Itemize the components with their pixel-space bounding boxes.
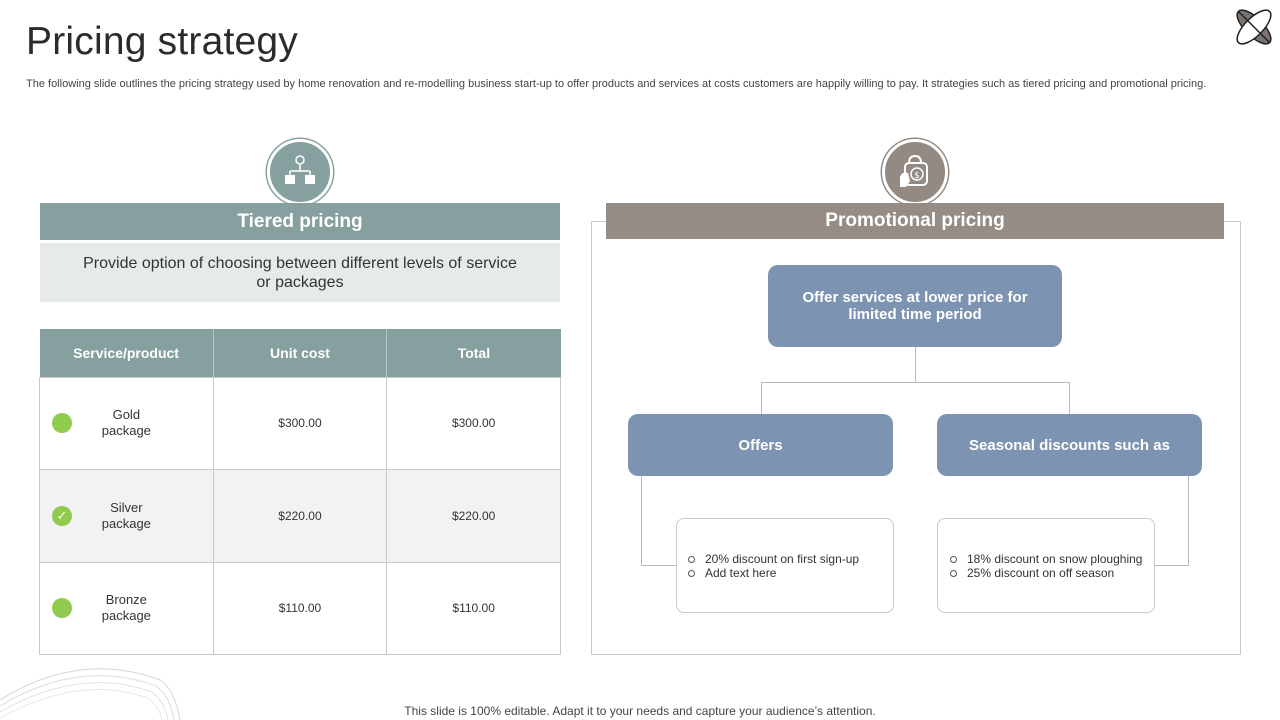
table-row bbox=[40, 470, 561, 563]
offers-detail-card bbox=[676, 518, 894, 613]
list-item: 20% discount on first sign-up bbox=[687, 552, 893, 566]
column-header-service: Service/product bbox=[40, 329, 214, 377]
connector-line bbox=[761, 382, 762, 414]
seasonal-discounts-box: Seasonal discounts such as bbox=[937, 414, 1202, 476]
service-cell bbox=[40, 470, 214, 563]
package-table bbox=[39, 329, 561, 655]
status-dot-icon bbox=[52, 413, 72, 433]
package-name: Bronze package bbox=[101, 592, 151, 624]
tiered-pricing-description: Provide option of choosing between different levels of service or packages bbox=[40, 243, 560, 302]
connector-line bbox=[641, 565, 677, 566]
total-cell: $300.00 bbox=[387, 377, 561, 470]
list-item: 25% discount on off season bbox=[949, 566, 1154, 580]
table-row bbox=[40, 377, 561, 470]
status-dot-icon bbox=[52, 598, 72, 618]
money-bag-icon bbox=[896, 153, 934, 191]
slide-title: Pricing strategy bbox=[26, 20, 298, 63]
svg-text:$: $ bbox=[914, 171, 920, 181]
service-cell bbox=[40, 562, 214, 655]
connector-line bbox=[1154, 565, 1189, 566]
connector-line bbox=[1188, 476, 1189, 566]
unit-cost-cell: $110.00 bbox=[213, 562, 387, 655]
table-row bbox=[40, 562, 561, 655]
column-header-unit-cost: Unit cost bbox=[213, 329, 387, 377]
slide-footer: This slide is 100% editable. Adapt it to your needs and capture your audience’s attention. bbox=[404, 704, 876, 718]
tiered-pricing-heading: Tiered pricing bbox=[40, 203, 560, 240]
table-header-row bbox=[40, 329, 561, 377]
offers-box: Offers bbox=[628, 414, 893, 476]
promotional-pricing-badge bbox=[882, 139, 948, 205]
connector-line bbox=[915, 347, 916, 382]
brand-logo-icon bbox=[1230, 4, 1278, 50]
tiered-pricing-badge bbox=[267, 139, 333, 205]
promotional-pricing-heading: Promotional pricing bbox=[606, 203, 1224, 239]
connector-line bbox=[641, 476, 642, 566]
total-cell: $110.00 bbox=[387, 562, 561, 655]
service-cell bbox=[40, 377, 214, 470]
slide-subtitle: The following slide outlines the pricing strategy used by home renovation and re-modelling business start-up to offer products and services at costs customers are happily willing to pay. It strategies such as tiered pricing and promotional pricing. bbox=[26, 78, 1207, 90]
list-item: Add text here bbox=[687, 566, 893, 580]
total-cell: $220.00 bbox=[387, 470, 561, 563]
unit-cost-cell: $300.00 bbox=[213, 377, 387, 470]
package-name: Silver package bbox=[101, 499, 151, 531]
connector-line bbox=[761, 382, 1070, 383]
connector-line bbox=[1069, 382, 1070, 414]
offer-services-box: Offer services at lower price for limited time period bbox=[768, 265, 1062, 347]
hierarchy-icon bbox=[282, 154, 318, 190]
package-name: Gold package bbox=[101, 407, 151, 439]
seasonal-detail-card bbox=[937, 518, 1155, 613]
list-item: 18% discount on snow ploughing bbox=[949, 552, 1154, 566]
column-header-total: Total bbox=[387, 329, 561, 377]
unit-cost-cell: $220.00 bbox=[213, 470, 387, 563]
check-icon: ✓ bbox=[52, 506, 72, 526]
